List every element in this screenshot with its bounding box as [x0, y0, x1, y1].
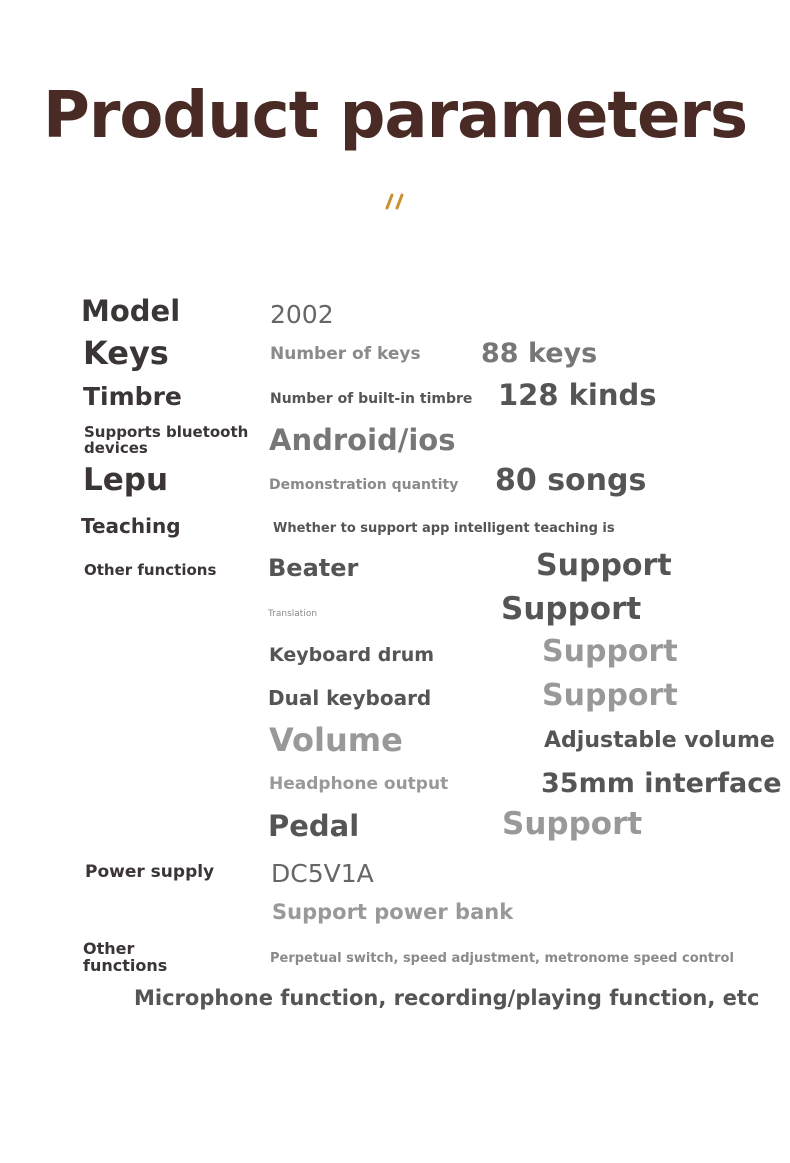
double-slash-mark-icon: [384, 192, 408, 210]
page-title: Product parameters: [42, 79, 748, 153]
function-name: Volume: [269, 721, 403, 759]
teaching-value: Whether to support app intelligent teaching is: [273, 521, 615, 536]
power-supply-value: DC5V1A: [271, 859, 374, 888]
function-name: Keyboard drum: [269, 644, 435, 666]
other-functions-label: Other functions: [84, 561, 217, 579]
lepu-value: 80 songs: [495, 463, 647, 498]
timbre-sub-label: Number of built-in timbre: [270, 391, 473, 407]
function-name: Dual keyboard: [268, 686, 432, 710]
function-name: Beater: [268, 554, 359, 582]
lepu-sub-label: Demonstration quantity: [269, 477, 459, 493]
teaching-label: Teaching: [81, 514, 181, 538]
function-value: Support: [542, 678, 678, 713]
function-name: Headphone output: [269, 774, 449, 794]
other-functions-2-value: Perpetual switch, speed adjustment, metronome speed control: [270, 951, 734, 966]
footer-functions: Microphone function, recording/playing function, etc: [134, 986, 760, 1010]
power-supply-note: Support power bank: [272, 900, 514, 924]
function-value: Support: [542, 634, 678, 669]
timbre-label: Timbre: [83, 382, 182, 411]
keys-value: 88 keys: [481, 338, 598, 369]
bluetooth-label: Supports bluetooth devices: [84, 423, 249, 457]
function-value: Support: [536, 548, 672, 583]
function-name: Pedal: [268, 809, 360, 843]
keys-label: Keys: [83, 334, 169, 372]
power-supply-label: Power supply: [85, 862, 215, 882]
function-value: Support: [502, 806, 643, 842]
function-name: Translation: [268, 609, 318, 619]
other-functions-2-label: Other functions: [83, 939, 168, 975]
function-value: Adjustable volume: [544, 728, 775, 753]
model-value: 2002: [270, 300, 334, 329]
model-label: Model: [81, 294, 181, 328]
bluetooth-value: Android/ios: [269, 423, 456, 457]
keys-sub-label: Number of keys: [270, 344, 421, 364]
function-value: Support: [501, 591, 642, 627]
function-value: 35mm interface: [541, 768, 782, 799]
lepu-label: Lepu: [83, 462, 169, 498]
timbre-value: 128 kinds: [498, 378, 657, 412]
